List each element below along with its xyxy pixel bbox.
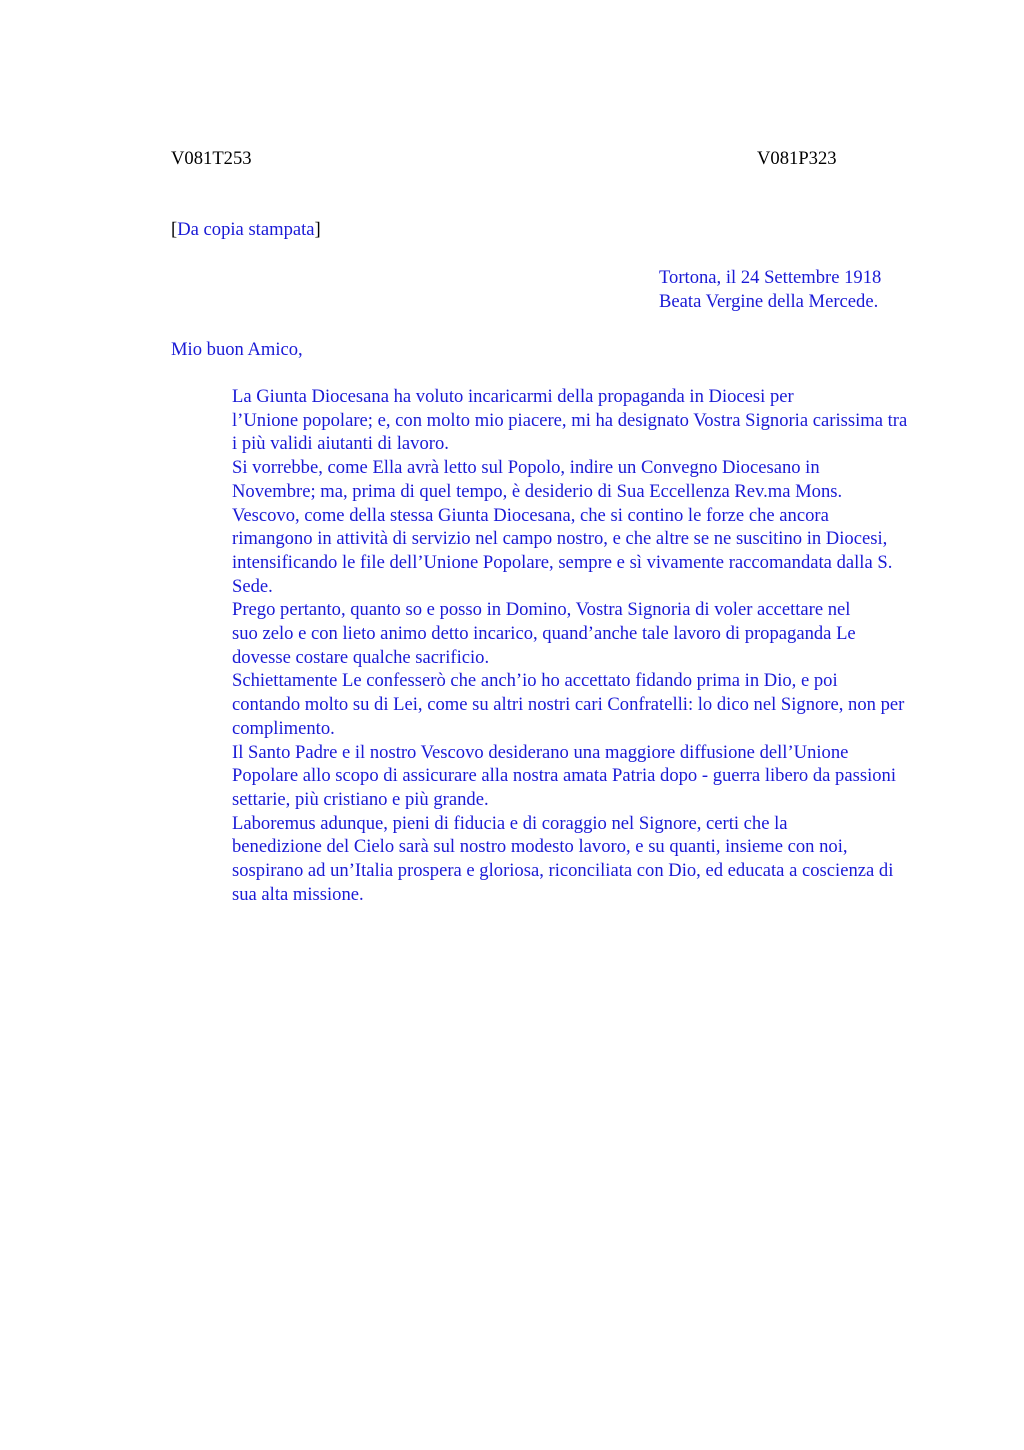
text-line: Schiettamente Le confesserò che anch’io ho accettato fidando prima in Dio, e poi <box>232 670 838 692</box>
source-open-bracket: [ <box>171 219 178 240</box>
text-line: Popolare allo scopo di assicurare alla nostra amata Patria dopo - guerra libero da passioni <box>232 765 896 787</box>
source-close-bracket: ] <box>314 219 321 240</box>
source-note <box>171 218 321 242</box>
text-line: La Giunta Diocesana ha voluto incaricarmi della propaganda in Diocesi per <box>232 386 794 407</box>
text-line: suo zelo e con lieto animo detto incarico, quand’anche tale lavoro di propaganda Le <box>232 623 856 645</box>
text-line: dovesse costare qualche sacrificio. <box>232 646 490 668</box>
text-line: complimento. <box>232 717 335 739</box>
paragraph <box>171 741 931 812</box>
text-line: settarie, più cristiano e più grande. <box>232 788 489 810</box>
paragraph <box>171 669 931 740</box>
text-line: intensificando le file dell’Unione Popolare, sempre e sì vivamente raccomandata dalla S. <box>232 551 893 573</box>
text-line: i più validi aiutanti di lavoro. <box>232 433 449 455</box>
feast-day: Beata Vergine della Mercede. <box>659 290 879 312</box>
text-line: rimangono in attività di servizio nel campo nostro, e che altre se ne suscitino in Diocesi, <box>232 528 888 550</box>
page-code-right: V081P323 <box>757 148 837 169</box>
paragraph <box>171 598 931 669</box>
text-line: Novembre; ma, prima di quel tempo, è desiderio di Sua Eccellenza Rev.ma Mons. <box>232 480 843 502</box>
text-line: Vescovo, come della stessa Giunta Diocesana, che si contino le forze che ancora <box>232 504 829 526</box>
text-line: Si vorrebbe, come Ella avrà letto sul Popolo, indire un Convegno Diocesano in <box>232 457 820 479</box>
paragraph <box>171 385 931 456</box>
text-line: sospirano ad un’Italia prospera e gloriosa, riconciliata con Dio, ed educata a coscienza di <box>232 860 894 882</box>
text-line: contando molto su di Lei, come su altri nostri cari Confratelli: lo dico nel Signore, non per <box>232 694 905 716</box>
text-line: sua alta missione. <box>232 883 364 905</box>
paragraph <box>171 456 931 598</box>
document-code-left: V081T253 <box>171 148 252 169</box>
text-line: Laboremus adunque, pieni di fiducia e di coraggio nel Signore, certi che la <box>232 812 788 834</box>
paragraph <box>171 812 931 907</box>
salutation: Mio buon Amico, <box>171 339 303 360</box>
text-line: Prego pertanto, quanto so e posso in Domino, Vostra Signoria di voler accettare nel <box>232 599 851 621</box>
place-date: Tortona, il 24 Settembre 1918 <box>659 267 882 288</box>
letter-body <box>171 385 931 906</box>
text-line: Sede. <box>232 575 273 597</box>
dateline <box>659 266 881 313</box>
text-line: Il Santo Padre e il nostro Vescovo desiderano una maggiore diffusione dell’Unione <box>232 741 849 763</box>
text-line: benedizione del Cielo sarà sul nostro modesto lavoro, e su quanti, insieme con noi, <box>232 836 848 858</box>
source-text: Da copia stampata <box>177 219 315 240</box>
text-line: l’Unione popolare; e, con molto mio piacere, mi ha designato Vostra Signoria carissima tra <box>232 409 908 431</box>
